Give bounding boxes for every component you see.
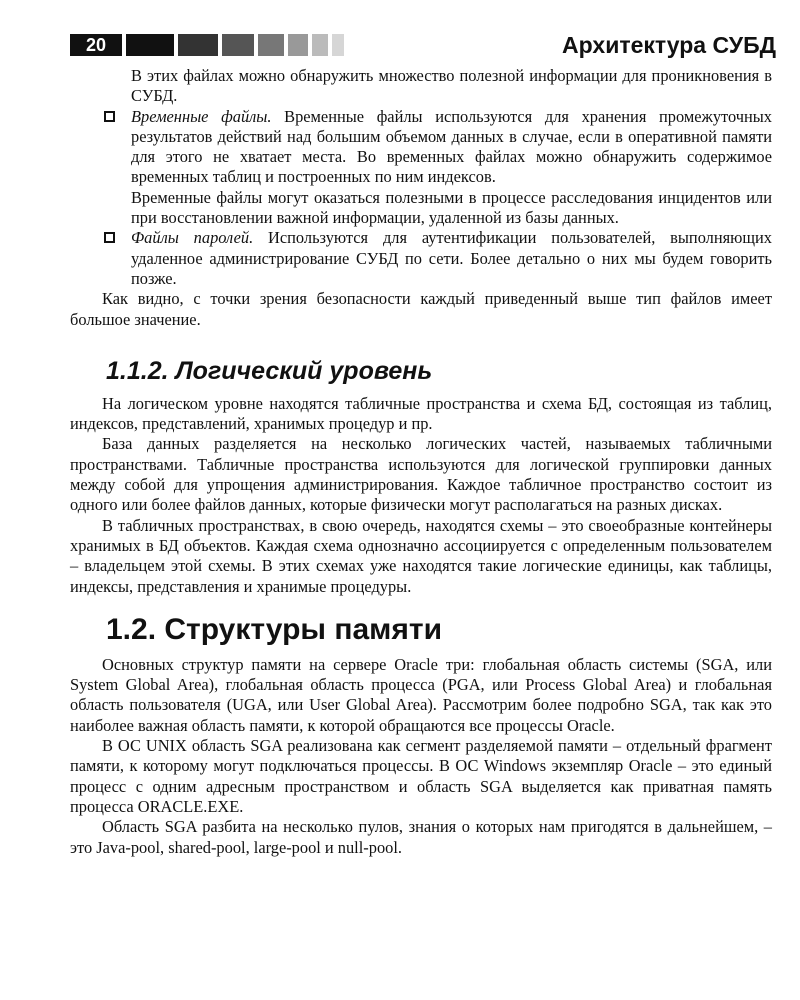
header-bar-segment [258,34,284,56]
list-item-text: Временные файлы используются для хранения промежуточных результатов действий над большим объемом данных в случае, если в оперативной памяти для этого не хватает места. Во временных файлах можно обнаружить содержимое временных таблиц и построенных по ним индексов. [131,106,772,187]
summary-paragraph: Как видно, с точки зрения безопасности каждый приведенный выше тип файлов имеет большое значение. [70,289,772,329]
file-types-list [70,107,772,188]
paragraph: В табличных пространствах, в свою очередь, находятся схемы – это своеобразные контейнеры хранимых в БД объектов. Каждая схема однозначно ассоциируется с определенным пользователем – владельцем этой схемы. В этих схемах уже находятся такие логические единицы, как таблицы, индексы, представления и хранимые процедуры. [70,515,772,596]
page-content [70,66,772,858]
list-item-term: Файлы паролей. [131,228,254,248]
header-bar-segment [126,34,174,56]
checkbox-bullet-icon [104,232,115,243]
paragraph: База данных разделяется на несколько логических частей, называемых табличными пространствами. Табличные пространства используются для логической группировки данных между собой для упрощения администрирования. Каждое табличное пространство состоит из одного или более файлов данных, которые физически могут располагаться на разных дисках. [70,434,772,515]
list-item [70,107,772,188]
list-item [70,228,772,289]
list-item-extra: Временные файлы могут оказаться полезными в процессе расследования инцидентов или при восстановлении важной информации, удаленной из базы данных. [131,187,772,228]
list-item-text: Используются для аутентификации пользователей, выполняющих удаленное администрирование СУБД по сети. Более детально о них мы будем говорить позже. [131,228,773,288]
chapter-section-heading: 1.2. Структуры памяти [106,612,443,646]
section-heading: 1.1.2. Логический уровень [106,356,433,385]
running-title: Архитектура СУБД [562,32,776,58]
continuation-paragraph: В этих файлах можно обнаружить множество полезной информации для проникновения в СУБД. [131,66,772,106]
page-number: 20 [70,34,122,56]
header-bar-segment [332,34,344,56]
header-bar-segment [178,34,218,56]
header-bar-segment [288,34,308,56]
paragraph: В ОС UNIX область SGA реализована как сегмент разделяемой памяти – отдельный фрагмент памяти, к которому могут подключаться процессы. В ОС Windows экземпляр Oracle – это единый процесс с одним адресным пространством и область SGA выделяется как приватная память процесса ORACLE.EXE. [70,736,772,816]
paragraph: Основных структур памяти на сервере Oracle три: глобальная область системы (SGA, или System Global Area), глобальная область процесса (PGA, или Process Global Area) и глобальная область пользователя (UGA, или User Global Area). Рассмотрим более подробно SGA, так как это наиболее важная область памяти, к которой обращаются все процессы Oracle. [70,654,772,735]
header-bar-segment [312,34,328,56]
checkbox-bullet-icon [104,111,115,122]
header-bar-segment [222,34,254,56]
paragraph: На логическом уровне находятся табличные пространства и схема БД, состоящая из таблиц, индексов, представлений, хранимых процедур и пр. [70,393,772,434]
running-header [70,32,776,58]
list-item-term: Временные файлы. [131,106,272,126]
paragraph: Область SGA разбита на несколько пулов, знания о которых нам пригодятся в дальнейшем, – это Java-pool, shared-pool, large-pool и null-pool. [70,817,772,857]
file-types-list [70,228,772,289]
